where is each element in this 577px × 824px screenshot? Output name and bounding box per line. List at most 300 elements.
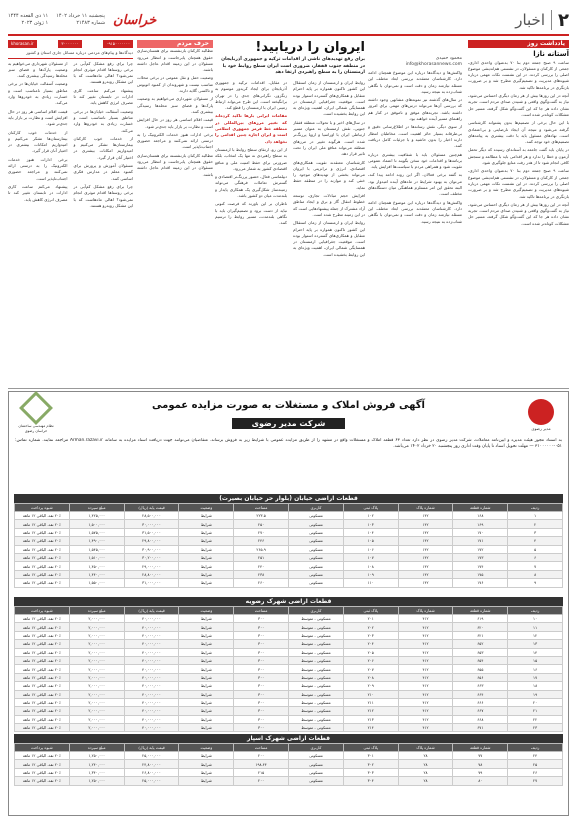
masthead	[8, 13, 156, 28]
table-cell: ۲۴۶	[234, 537, 289, 545]
table-cell: ۲۳۸	[234, 570, 289, 578]
table-cell: ۲۰٪ نقد، الباقی ۱۲ ماهه	[15, 673, 70, 681]
table-cell: ۲۰٪ نقد، الباقی ۱۲ ماهه	[15, 640, 70, 648]
table-cell: مسکونی - متوسط	[289, 682, 344, 690]
table-row	[15, 724, 563, 732]
table-cell: ۱۰۸	[343, 562, 398, 570]
table-cell: ۱۸	[508, 682, 563, 690]
table-cell: ۴۱۲	[398, 648, 453, 656]
table-cell: ۴۱۲	[398, 656, 453, 664]
table-cell: ۲,۰۰۰,۰۰۰	[69, 724, 124, 732]
table-cell: ۳۰۰	[234, 648, 289, 656]
table-cell: ۲۰٪ نقد، الباقی ۱۲ ماهه	[15, 520, 70, 528]
table-cell: ۱۱۰	[343, 579, 398, 587]
peoples-voice-section	[137, 40, 213, 386]
table-cell: ۴۰,۰۰۰,۰۰۰	[124, 715, 179, 723]
table-cell: شرایط	[179, 553, 234, 561]
table-cell: ۲۱	[508, 707, 563, 715]
table-cell: ۱,۴۹۰,۰۰۰	[69, 537, 124, 545]
table-cell: ۶۱۹	[453, 615, 508, 623]
table-cell: ۲,۰۰۰,۰۰۰	[69, 698, 124, 706]
headline-lead: برای رفع تهدیدهای ناشی از اقدامات ترکیه و جمهوری آذربایجان در منطقه جنوب قفقاز، ضروری است ایران سطح روابط خود با ارمنستان را به سطح راهبردی ارتقا دهد	[221, 57, 365, 75]
table-cell: ۱۶۹	[453, 520, 508, 528]
article-paragraph: در سال‌های گذشته نیز نمونه‌های مشابهی وجود داشته که بررسی آن‌ها می‌تواند درس‌های مهمی برای امروز داشته باشد. تجربه‌های موفق و ناموفق در کنار هم راهنمای مسیر آینده خواهند بود.	[368, 97, 462, 122]
table-cell: ۴۰,۰۰۰,۰۰۰	[124, 690, 179, 698]
table-cell: ۲۰۳	[343, 631, 398, 639]
table-cell: ۲۷	[508, 777, 563, 785]
table-cell: ۱۴	[508, 648, 563, 656]
table-header-cell: مبلغ سپرده	[69, 504, 124, 512]
table-header-cell: شماره قطعه	[453, 744, 508, 752]
voice-message: وضعیت آسفالت خیابان‌ها در برخی مناطق بسیار نامناسب است و خسارت زیادی به خودروها وارد می‌کند.	[73, 108, 133, 133]
table-cell: ۴۰,۰۰۰,۰۰۰	[124, 707, 179, 715]
table-cell: ۱,۲۵۰,۰۰۰	[69, 752, 124, 760]
web-badge[interactable]: khorasan.ir	[8, 40, 37, 48]
table-cell: ۲۱۴	[343, 724, 398, 732]
headline-paragraph: روابط ایران و ارمنستان از زمان استقلال این کشور تاکنون همواره بر پایه احترام متقابل و همکاری‌های گسترده استوار بوده است. موقعیت جغرافیایی ارمنستان در همسایگی شمالی ایران، اهمیت ویژه‌ای به این روابط بخشیده است.	[293, 80, 365, 117]
table-cell: ۶۵۵	[453, 665, 508, 673]
table-cell: ۱,۵۰۰,۰۰۰	[69, 520, 124, 528]
editorial-title[interactable]: آستانه نازا	[533, 50, 569, 59]
table-cell: ۴۰,۰۰۰,۰۰۰	[124, 673, 179, 681]
table-cell: ۲۰٪ نقد، الباقی ۱۲ ماهه	[15, 562, 70, 570]
hijri-date: ۱۱ ذی القعده ۱۴۴۴ ۱ ژوئن ۲۰۲۳	[8, 13, 49, 26]
table-row	[15, 623, 563, 631]
table-header-cell: شماره پلاک	[398, 607, 453, 615]
table-row	[15, 752, 563, 760]
table-cell: ۲۸,۸۰۰,۰۰۰	[124, 570, 179, 578]
table-cell: ۷۸	[453, 760, 508, 768]
table-cell: ۱۹	[508, 690, 563, 698]
table-cell: ۱۱	[508, 623, 563, 631]
table-cell: ۱۷۲	[453, 545, 508, 553]
headline-paragraph: دیپلماسی فعال، حضور پررنگ‌تر اقتصادی و گسترش تعاملات فرهنگی می‌تواند زمینه‌ساز شکل‌گیری یک همکاری پایدار و بلندمدت میان دو کشور باشد.	[215, 174, 287, 199]
table-cell: مسکونی - متوسط	[289, 615, 344, 623]
table-cell: شرایط	[179, 648, 234, 656]
table-cell: ۲۰٪ نقد، الباقی ۱۲ ماهه	[15, 648, 70, 656]
table-cell: مسکونی	[289, 512, 344, 520]
table-cell: ۶۵۲	[453, 640, 508, 648]
table-cell: شرایط	[179, 698, 234, 706]
table-cell: ۴۱۲	[398, 690, 453, 698]
table-cell: ۲۰٪ نقد، الباقی ۱۲ ماهه	[15, 656, 70, 664]
table-cell: ۴۰,۰۰۰,۰۰۰	[124, 631, 179, 639]
table-cell: مسکونی - متوسط	[289, 690, 344, 698]
table-cell: ۱۶۸	[453, 512, 508, 520]
table-cell: ۲۸,۵۰۰,۰۰۰	[124, 512, 179, 520]
table-cell: ۲۰٪ نقد، الباقی ۱۲ ماهه	[15, 537, 70, 545]
table-cell: ۴۰,۰۰۰,۰۰۰	[124, 623, 179, 631]
table-header-cell: مبلغ سپرده	[69, 607, 124, 615]
auction-advertisement	[8, 391, 569, 816]
table-cell: ۱۳	[508, 640, 563, 648]
table-cell: ۱۴۲	[398, 553, 453, 561]
table-cell: شرایط	[179, 520, 234, 528]
table-cell: ۱۴۲	[398, 562, 453, 570]
headline-paragraph: در مقابل، اقدامات ترکیه و جمهوری آذربایجان برای ایجاد کریدور موسوم به زنگزور، نگرانی‌های جدی را در تهران برانگیخته است. این طرح می‌تواند ارتباط زمینی ایران با ارمنستان را قطع کند.	[215, 80, 287, 111]
issue-date: پنجشنبه ۱۱ خرداد ۱۴۰۲ شماره ۲۱۴۸۳	[56, 13, 106, 26]
voice-message: قیمت اقلام اساسی هر روز در حال افزایش است و نظارت بر بازار باید جدی‌تر شود.	[8, 108, 68, 127]
table-cell: شرایط	[179, 777, 234, 785]
table-cell: مسکونی	[289, 760, 344, 768]
table-cell: ۳۰۰	[234, 656, 289, 664]
table-cell: ۳۰۰	[234, 682, 289, 690]
table-cell: ۱,۴۴۰,۰۰۰	[69, 570, 124, 578]
headline-block	[215, 40, 365, 77]
table-cell: ۴۰,۰۰۰,۰۰۰	[124, 640, 179, 648]
table-header-cell: ردیف	[508, 504, 563, 512]
table-cell: مسکونی	[289, 520, 344, 528]
table-cell: ۴۱۲	[398, 673, 453, 681]
table-cell: شرایط	[179, 640, 234, 648]
table-cell: شرایط	[179, 665, 234, 673]
ad-intro-text: به استناد مجوز هیئت مدیره و آیین‌نامه معاملات، شرکت مدیر رضوی در نظر دارد تعداد ۶۳ قطعه املاک و مستغلات واقع در مشهد را از طریق مزایده عمومی با شرایط زیر به فروش برساند. متقاضیان می‌توانند جهت دریافت اسناد مزایده به سامانه Arman.razavi.ir مراجعه نمایند. شماره تماس: ۰۵۱-۳۱۰۰۰۰۰۰ — مهلت تحویل اسناد تا پایان وقت اداری روز پنجشنبه ۲۰ خرداد ۱۴۰۲ می‌باشد.	[15, 438, 562, 450]
table-cell: ۲۰٪ نقد، الباقی ۱۲ ماهه	[15, 752, 70, 760]
table-row	[15, 715, 563, 723]
article-paragraph: واکنش‌ها و دیدگاه‌ها درباره این موضوع همچنان ادامه دارد. کارشناسان معتقدند بررسی ابعاد مختلف این مسئله نیازمند زمان و دقت است و نمی‌توان با نگاهی شتاب‌زده به نتیجه رسید.	[368, 199, 462, 224]
table-header-cell: قیمت پایه (ریال)	[124, 744, 179, 752]
headline-column-b	[215, 80, 287, 386]
table-cell: ۲۰٪ نقد، الباقی ۱۲ ماهه	[15, 715, 70, 723]
table-cell: ۳۰۰	[234, 665, 289, 673]
table-section-2	[9, 597, 568, 732]
table-row	[15, 512, 563, 520]
table-cell: ۲۰٪ نقد، الباقی ۱۲ ماهه	[15, 615, 70, 623]
table-cell: ۳۰۲	[343, 760, 398, 768]
table-header-cell: پلاک ثبتی	[343, 607, 398, 615]
table-header-cell: وضعیت	[179, 607, 234, 615]
table-row	[15, 682, 563, 690]
headline-highlight: مقامات ایرانی بارها تاکید کرده‌اند که تغییر مرزهای بین‌المللی در منطقه خط قرمز جمهوری اسلامی است و ایران اجازه چنین اقدامی را نخواهد داد.	[215, 113, 287, 144]
voice-message: برخی ادارات هنوز خدمات الکترونیک را به درستی ارائه نمی‌کنند و مراجعه حضوری اجتناب‌ناپذیر است.	[8, 156, 68, 181]
table-section-title: قطعات اراضی خیابان (بلوار حر خیابان بصیرت)	[14, 494, 563, 503]
ad-title-block	[58, 400, 519, 430]
table-cell: ۲۶۰	[234, 579, 289, 587]
table-cell: ۴۱۲	[398, 640, 453, 648]
table-cell: ۲۵,۰۰۰,۰۰۰	[124, 752, 179, 760]
table-cell: شرایط	[179, 512, 234, 520]
article-paragraph: هم‌چنین مسئولان باید با شفافیت بیشتری درباره برنامه‌ها و اقدامات خود سخن بگویند تا اعتماد عمومی تقویت شود و همراهی مردم با سیاست‌ها افزایش یابد.	[368, 151, 462, 170]
table-cell: ۲۳	[508, 724, 563, 732]
table-cell: شرایط	[179, 673, 234, 681]
table-cell: ۸	[508, 570, 563, 578]
table-cell: ۲۵۱	[234, 553, 289, 561]
table-cell: ۳۰۰	[234, 690, 289, 698]
table-cell: ۱۰۳	[343, 520, 398, 528]
table-cell: ۲۰٪ نقد، الباقی ۱۲ ماهه	[15, 553, 70, 561]
table-cell: ۲۰	[508, 698, 563, 706]
table-row	[15, 640, 563, 648]
voice-message: از خدمات خوب کارکنان بیمارستان‌ها تشکر می‌کنیم و امیدواریم امکانات بیشتری در اختیار آنان قرار گیرد.	[8, 129, 68, 154]
table-cell: ۱۰۶	[343, 545, 398, 553]
table-cell: ۱۷۶	[453, 579, 508, 587]
table-header-cell: شماره قطعه	[453, 504, 508, 512]
table-header-cell: کاربری	[289, 744, 344, 752]
table-cell: ۱,۵۱۰,۰۰۰	[69, 553, 124, 561]
table-header-cell: ردیف	[508, 607, 563, 615]
table-row	[15, 553, 563, 561]
table-cell: ۲۸	[398, 752, 453, 760]
table-cell: ۲۴	[508, 752, 563, 760]
table-cell: ۶۶۸	[453, 715, 508, 723]
table-cell: ۲۰۵	[343, 648, 398, 656]
table-cell: ۱۶	[508, 665, 563, 673]
table-cell: ۳۰۰	[234, 715, 289, 723]
table-row	[15, 665, 563, 673]
table-header-cell: شیوه پرداخت	[15, 744, 70, 752]
table-header-cell: شماره پلاک	[398, 744, 453, 752]
table-cell: ۳۰۰	[234, 631, 289, 639]
table-cell: مسکونی	[289, 553, 344, 561]
table-cell: مسکونی - متوسط	[289, 673, 344, 681]
table-cell: ۲,۰۰۰,۰۰۰	[69, 665, 124, 673]
editorial-paragraph: ساعت ۹ صبح جمعه دوم بنا ۷۰ به‌عنوان واحدی اداری، جمعی از کارکنان و مسئولان، در نشستی هم‌اندیشی موضوع اصلی را بررسی کردند. در این نشست نکات مهمی درباره شیوه‌های مدیریت و تصمیم‌گیری مطرح شد و بر ضرورت بازنگری در برنامه‌ها تاکید شد.	[468, 168, 569, 199]
table-cell: شرایط	[179, 631, 234, 639]
table-cell: شرایط	[179, 707, 234, 715]
table-cell: ۲۰٪ نقد، الباقی ۱۲ ماهه	[15, 768, 70, 776]
table-cell: ۲,۰۰۰,۰۰۰	[69, 648, 124, 656]
voice-message: از خدمات خوب کارکنان بیمارستان‌ها تشکر می‌کنیم و امیدواریم امکانات بیشتری در اختیار آنان قرار گیرد.	[73, 135, 133, 160]
table-cell: ۲۰۰	[234, 752, 289, 760]
header-divider	[551, 10, 552, 30]
table-cell: ۲۰٪ نقد، الباقی ۱۲ ماهه	[15, 690, 70, 698]
table-section-1	[9, 494, 568, 588]
table-row	[15, 698, 563, 706]
table-cell: شرایط	[179, 682, 234, 690]
editorial-paragraph: ساعت ۹ صبح جمعه دوم بنا ۷۰ به‌عنوان واحدی اداری، جمعی از کارکنان و مسئولان، در نشستی هم‌اندیشی موضوع اصلی را بررسی کردند. در این نشست نکات مهمی درباره شیوه‌های مدیریت و تصمیم‌گیری مطرح شد و بر ضرورت بازنگری در برنامه‌ها تاکید شد.	[468, 59, 569, 90]
voice-message: مطالبه کارکنان بازنشسته برای همسان‌سازی حقوق همچنان پابرجاست و انتظار می‌رود مسئولان در این زمینه اقدام عاجل داشته باشند.	[137, 152, 213, 177]
table-cell: ۴۱۲	[398, 615, 453, 623]
table-cell: ۲۰۰	[234, 777, 289, 785]
table-cell: ۳۰۰	[234, 640, 289, 648]
newspaper-logo[interactable]: خراسان	[113, 12, 157, 28]
table-cell: ۶۲۱	[453, 631, 508, 639]
sms-badge[interactable]: ۰۹۱۵۰۰۰۰۰۰۰	[103, 40, 133, 48]
table-cell: ۲۱۵	[234, 768, 289, 776]
headline-title[interactable]: ایروان را دریابید!	[255, 40, 365, 55]
section-header	[515, 10, 569, 31]
contact-badges	[8, 40, 133, 48]
table-cell: شرایط	[179, 545, 234, 553]
table-cell: مسکونی - متوسط	[289, 656, 344, 664]
voice-message: پیشنهاد می‌کنم ساعت کاری ادارات در تابستان تغییر کند تا مصرف انرژی کاهش یابد.	[73, 87, 133, 106]
article-paragraph: از سوی دیگر، نقش رسانه‌ها در اطلاع‌رسانی دقیق و بی‌طرفانه بسیار حائز اهمیت است. مخاطبان انتظار دارند اخبار را بدون حاشیه و با جزئیات کامل دریافت کنند.	[368, 124, 462, 149]
table-cell: ۲۸	[398, 760, 453, 768]
table-cell: ۴۰,۰۰۰,۰۰۰	[124, 724, 179, 732]
table-header-cell: قیمت پایه (ریال)	[124, 504, 179, 512]
table-cell: شرایط	[179, 528, 234, 536]
author-byline: محمود حمیدی info@khorasannews.com	[405, 56, 462, 67]
table-row	[15, 673, 563, 681]
table-header-cell: وضعیت	[179, 504, 234, 512]
table-cell: ۱,۲۵۰,۰۰۰	[69, 777, 124, 785]
table-cell: ۶	[508, 553, 563, 561]
table-cell: ۱۴۲	[398, 545, 453, 553]
table-cell: شرایط	[179, 623, 234, 631]
section-divider	[8, 388, 569, 389]
table-cell: ۳۱,۵۰۰,۰۰۰	[124, 528, 179, 536]
table-cell: ۴۱۲	[398, 631, 453, 639]
table-cell: ۳۰۴	[343, 777, 398, 785]
table-cell: ۴۱۲	[398, 707, 453, 715]
table-cell: ۱,۴۵۰,۰۰۰	[69, 562, 124, 570]
voice-message: وضعیت آسفالت خیابان‌ها در برخی مناطق بسیار نامناسب است و خسارت زیادی به خودروها وارد می‌کند.	[8, 81, 68, 106]
table-cell: ۵	[508, 545, 563, 553]
table-cell: ۲۰٪ نقد، الباقی ۱۲ ماهه	[15, 682, 70, 690]
table-cell: شرایط	[179, 562, 234, 570]
table-cell: ۱,۴۲۵,۰۰۰	[69, 512, 124, 520]
table-cell: ۲۰۷	[343, 665, 398, 673]
table-cell: ۱۷۱	[453, 537, 508, 545]
table-cell: ۲۷۰	[234, 528, 289, 536]
table-cell: ۱,۵۵۰,۰۰۰	[69, 579, 124, 587]
table-cell: ۳۰۰	[234, 698, 289, 706]
table-cell: ۶۵۴	[453, 656, 508, 664]
table-cell: شرایط	[179, 715, 234, 723]
table-cell: ۲۸	[398, 777, 453, 785]
table-cell: ۴۰,۰۰۰,۰۰۰	[124, 665, 179, 673]
table-cell: ۲۰٪ نقد، الباقی ۱۲ ماهه	[15, 777, 70, 785]
table-cell: ۲,۰۰۰,۰۰۰	[69, 640, 124, 648]
voice-message: چرا برای رفع مشکل کم‌آبی در برخی روستاها اقدام موثری انجام نمی‌شود؟ اهالی ماه‌هاست که با این مشکل روبه‌رو هستند.	[73, 60, 133, 85]
table-header-cell: ردیف	[508, 744, 563, 752]
table-cell: ۱,۵۷۵,۰۰۰	[69, 528, 124, 536]
table-cell: ۲,۰۰۰,۰۰۰	[69, 673, 124, 681]
table-cell: مسکونی - متوسط	[289, 665, 344, 673]
table-row	[15, 537, 563, 545]
table-cell: ۲	[508, 520, 563, 528]
peoples-voice-contacts	[8, 40, 133, 386]
table-cell: مسکونی - متوسط	[289, 623, 344, 631]
table-cell: مسکونی - متوسط	[289, 640, 344, 648]
table-cell: ۶۶۶	[453, 698, 508, 706]
table-cell: ۱,۵۴۵,۰۰۰	[69, 545, 124, 553]
table-cell: ۱۴۲	[398, 528, 453, 536]
table-cell: ۶۲۰	[453, 623, 508, 631]
voice-message: مطالبه کارکنان بازنشسته برای همسان‌سازی حقوق همچنان پابرجاست و انتظار می‌رود مسئولان در این زمینه اقدام عاجل داشته باشند.	[137, 48, 213, 73]
table-row	[15, 760, 563, 768]
table-cell: ۲۱۲	[343, 707, 398, 715]
table-cell: ۱,۳۴۰,۰۰۰	[69, 768, 124, 776]
table-cell: ۶۶۳	[453, 682, 508, 690]
table-cell: ۲۰٪ نقد، الباقی ۱۲ ماهه	[15, 512, 70, 520]
table-cell: ۱۴۲	[398, 537, 453, 545]
table-cell: ۲۹,۸۰۰,۰۰۰	[124, 537, 179, 545]
table-cell: ۱۰۴	[343, 528, 398, 536]
table-section-title: قطعات اراضی شهرک رضویه	[14, 597, 563, 606]
table-cell: مسکونی - متوسط	[289, 724, 344, 732]
table-cell: ۱,۲۴۰,۰۰۰	[69, 760, 124, 768]
table-cell: ۴۰,۰۰۰,۰۰۰	[124, 615, 179, 623]
table-cell: شرایط	[179, 768, 234, 776]
table-header-cell: مساحت	[234, 504, 289, 512]
table-cell: ۱۴۲	[398, 570, 453, 578]
engineering-logo-icon	[19, 391, 53, 425]
table-row	[15, 520, 563, 528]
voice-message: وضعیت حمل و نقل عمومی در برخی محلات مناسب نیست و شهروندان از کمبود اتوبوس و تاکسی گلایه دارند.	[137, 75, 213, 94]
table-cell: ۱۷۵	[453, 570, 508, 578]
table-cell: ۱۰	[508, 615, 563, 623]
table-cell: ۴	[508, 537, 563, 545]
table-cell: ۲۶,۸۰۰,۰۰۰	[124, 768, 179, 776]
table-cell: ۲,۰۰۰,۰۰۰	[69, 707, 124, 715]
table-cell: ۱۷۰	[453, 528, 508, 536]
voice-columns	[8, 61, 133, 212]
table-row	[15, 562, 563, 570]
table-cell: ۳۰۱	[343, 752, 398, 760]
table-cell: ۶۶۴	[453, 690, 508, 698]
table-cell: ۴۱۲	[398, 623, 453, 631]
table-cell: ۷	[508, 562, 563, 570]
editorial-tag: یادداشت روز	[468, 40, 569, 48]
table-row	[15, 656, 563, 664]
voice-message: برخی ادارات هنوز خدمات الکترونیک را به درستی ارائه نمی‌کنند و مراجعه حضوری اجتناب‌ناپذیر است.	[137, 131, 213, 150]
table-cell: ۲۰٪ نقد، الباقی ۱۲ ماهه	[15, 623, 70, 631]
ad-header	[9, 392, 568, 438]
table-cell: ۲,۰۰۰,۰۰۰	[69, 615, 124, 623]
ad-logo-left: نظام مهندسی ساختمان خراسان رضوی	[14, 396, 58, 434]
table-cell: ۲۰٪ نقد، الباقی ۱۲ ماهه	[15, 579, 70, 587]
table-cell: ۲۹,۰۰۰,۰۰۰	[124, 562, 179, 570]
table-header-cell: شماره قطعه	[453, 607, 508, 615]
table-cell: ۲۸	[398, 768, 453, 776]
table-cell: مسکونی - متوسط	[289, 698, 344, 706]
table-cell: مسکونی	[289, 528, 344, 536]
table-row	[15, 528, 563, 536]
table-cell: ۳۰۰	[234, 615, 289, 623]
section-title: اخبار	[515, 11, 545, 29]
table-cell: ۲۰۹	[343, 682, 398, 690]
table-cell: شرایط	[179, 690, 234, 698]
table-cell: ۳	[508, 528, 563, 536]
table-cell: ۱۰۵	[343, 537, 398, 545]
voice-message: از مسئولان شهرداری می‌خواهیم به وضعیت پارک‌ها و فضای سبز محله‌ها رسیدگی بیشتری کنند.	[8, 60, 68, 79]
table-row	[15, 579, 563, 587]
table-cell: ۲۱۱	[343, 698, 398, 706]
table-header-cell: مساحت	[234, 744, 289, 752]
table-header-cell: کاربری	[289, 504, 344, 512]
table-cell: ۲۰٪ نقد، الباقی ۱۲ ماهه	[15, 545, 70, 553]
table-cell: مسکونی	[289, 579, 344, 587]
table-cell: ۴۱۲	[398, 724, 453, 732]
table-header-cell: کاربری	[289, 607, 344, 615]
table-cell: مسکونی	[289, 768, 344, 776]
table-header-cell: پلاک ثبتی	[343, 744, 398, 752]
page-header	[8, 6, 569, 36]
table-cell: ۶۷۱	[453, 724, 508, 732]
table-cell: ۲۰٪ نقد، الباقی ۱۲ ماهه	[15, 724, 70, 732]
headline-paragraph: ناظران بر این باورند که فرصت کنونی نباید از دست برود و تصمیم‌گیران باید با نگاهی بلندمدت، مسیر روابط را ترسیم کنند.	[215, 201, 287, 226]
phone-badge[interactable]: ۳۰۰۰۰۰۰۰	[58, 40, 81, 48]
headline-column-a	[293, 80, 365, 386]
table-cell: ۱۴۲	[398, 512, 453, 520]
table-cell: ۲,۰۰۰,۰۰۰	[69, 656, 124, 664]
table-cell: ۴۱۲	[398, 698, 453, 706]
editorial-paragraph: با این حال برخی از تصمیم‌ها بدون پشتوانه کارشناسی گرفته می‌شود و نتیجه آن ایجاد نارضایتی و بی‌اعتمادی است. نهادهای مسئول باید با دقت بیشتری به پیامدهای تصمیم‌های خود توجه کنند.	[468, 120, 569, 145]
table-cell: ۷۹	[453, 768, 508, 776]
voice-message: چرا برای رفع مشکل کم‌آبی در برخی روستاها اقدام موثری انجام نمی‌شود؟ اهالی ماه‌هاست که با این مشکل روبه‌رو هستند.	[73, 183, 133, 208]
headline-paragraph: روابط ایران و ارمنستان از زمان استقلال این کشور تاکنون همواره بر پایه احترام متقابل و همکاری‌های گسترده استوار بوده است. موقعیت جغرافیایی ارمنستان در همسایگی شمالی ایران، اهمیت ویژه‌ای به این روابط بخشیده است.	[293, 220, 365, 257]
table-row	[15, 631, 563, 639]
voice-subtitle: دیدگاه‌ها و پیام‌های مردمی درباره مسائل جاری استان و کشور	[8, 50, 133, 58]
table-row	[15, 777, 563, 785]
table-cell: ۲۰٪ نقد، الباقی ۱۲ ماهه	[15, 760, 70, 768]
peoples-voice-label: حرف مردم	[137, 40, 213, 48]
table-cell: ۱۴۲	[398, 579, 453, 587]
voice-message: پیشنهاد می‌کنم ساعت کاری ادارات در تابستان تغییر کند تا مصرف انرژی کاهش یابد.	[8, 183, 68, 202]
table-cell: ۲,۰۰۰,۰۰۰	[69, 682, 124, 690]
table-cell: ۱۷۴	[453, 562, 508, 570]
